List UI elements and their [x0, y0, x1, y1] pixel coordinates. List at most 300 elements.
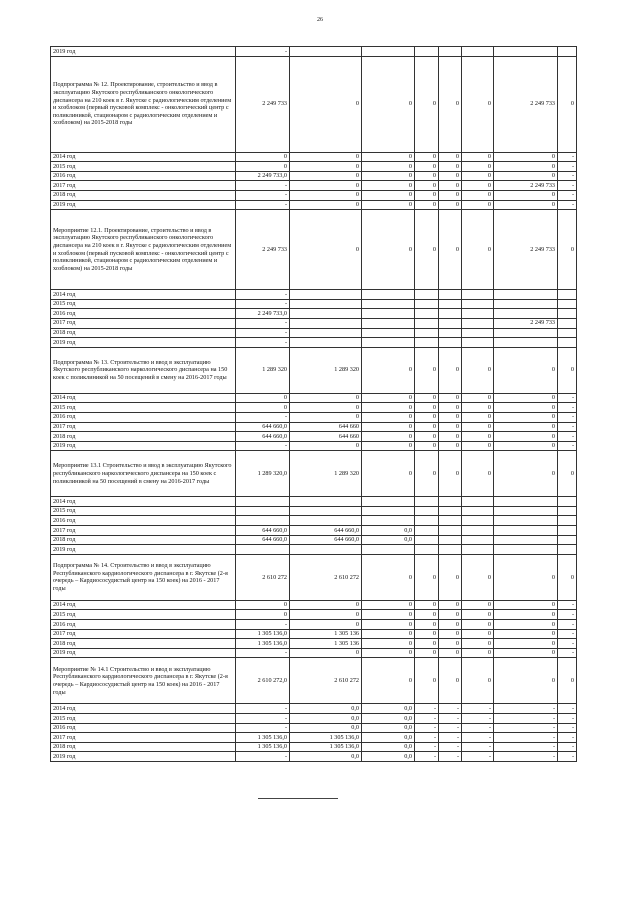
- value-cell: 0: [415, 412, 439, 422]
- year-row: [51, 152, 577, 162]
- value-cell: 0: [494, 200, 558, 210]
- value-cell: [362, 506, 415, 516]
- value-cell: 0: [415, 432, 439, 442]
- program-name-cell: Мероприятие 13.1 Строительство и ввод в эксплуатацию Якутского республиканского наркологического диспансера на 150 коек с поликлиникой на 50 посещений в смену на 2016-2017 годы: [51, 451, 236, 497]
- value-cell: -: [558, 403, 577, 413]
- value-cell: -: [494, 704, 558, 714]
- value-cell: 0: [290, 441, 362, 451]
- year-row: [51, 620, 577, 630]
- year-row: [51, 422, 577, 432]
- program-name-cell: Подпрограмма № 12. Проектирование, строительство и ввод в эксплуатацию Якутского республиканского онкологического диспансера на 210 коек в г. Якутске с радиологическим отделением и хозблоком (первый пусковой комплекс - онкологический центр с поликлиникой, стационаром с радиологическим отделением и хозблоком) на 2015-2018 годы: [51, 56, 236, 152]
- value-cell: [290, 516, 362, 526]
- program-row: [51, 210, 577, 290]
- year-label-cell: 2019 год: [51, 47, 236, 57]
- year-row: [51, 190, 577, 200]
- value-cell: [439, 338, 462, 348]
- year-label-cell: 2015 год: [51, 162, 236, 172]
- value-cell: 0: [558, 56, 577, 152]
- value-cell: 1 305 136,0: [236, 629, 290, 639]
- value-cell: 0: [362, 620, 415, 630]
- value-cell: [236, 497, 290, 507]
- value-cell: [290, 497, 362, 507]
- value-cell: -: [236, 714, 290, 724]
- year-label-cell: 2015 год: [51, 506, 236, 516]
- value-cell: [415, 526, 439, 536]
- value-cell: 0,0: [362, 526, 415, 536]
- year-row: [51, 412, 577, 422]
- value-cell: -: [558, 422, 577, 432]
- program-name-cell: Подпрограмма № 13. Строительство и ввод в эксплуатацию Якутского республиканского наркологического диспансера на 150 коек с поликлиникой на 50 посещений в смену на 2016-2017 годы: [51, 347, 236, 393]
- value-cell: [558, 290, 577, 300]
- value-cell: [494, 309, 558, 319]
- year-row: [51, 403, 577, 413]
- value-cell: 0: [439, 403, 462, 413]
- year-row: [51, 723, 577, 733]
- year-row: [51, 610, 577, 620]
- value-cell: 0: [290, 403, 362, 413]
- value-cell: 0: [558, 451, 577, 497]
- value-cell: 0: [362, 403, 415, 413]
- value-cell: -: [415, 733, 439, 743]
- value-cell: -: [558, 441, 577, 451]
- program-row: [51, 451, 577, 497]
- value-cell: 0: [362, 200, 415, 210]
- year-label-cell: 2018 год: [51, 535, 236, 545]
- value-cell: -: [494, 714, 558, 724]
- table-body: [51, 47, 577, 762]
- value-cell: -: [236, 318, 290, 328]
- value-cell: 0: [439, 210, 462, 290]
- year-label-cell: 2019 год: [51, 545, 236, 555]
- value-cell: [462, 290, 494, 300]
- year-label-cell: 2016 год: [51, 516, 236, 526]
- value-cell: -: [494, 723, 558, 733]
- value-cell: -: [494, 733, 558, 743]
- value-cell: 0: [439, 620, 462, 630]
- value-cell: 0: [415, 200, 439, 210]
- value-cell: [462, 338, 494, 348]
- value-cell: 0: [362, 600, 415, 610]
- value-cell: [558, 338, 577, 348]
- value-cell: 0,0: [290, 704, 362, 714]
- year-row: [51, 318, 577, 328]
- year-label-cell: 2014 год: [51, 393, 236, 403]
- value-cell: [494, 506, 558, 516]
- value-cell: 644 660,0: [236, 526, 290, 536]
- value-cell: 0: [439, 610, 462, 620]
- value-cell: -: [236, 752, 290, 762]
- value-cell: 0: [362, 162, 415, 172]
- value-cell: 0: [494, 620, 558, 630]
- year-row: [51, 181, 577, 191]
- value-cell: [462, 318, 494, 328]
- year-label-cell: 2018 год: [51, 639, 236, 649]
- value-cell: 0: [494, 629, 558, 639]
- value-cell: -: [558, 752, 577, 762]
- year-row: [51, 545, 577, 555]
- value-cell: [236, 516, 290, 526]
- value-cell: -: [236, 338, 290, 348]
- value-cell: 0: [462, 152, 494, 162]
- value-cell: 0,0: [290, 714, 362, 724]
- value-cell: -: [439, 752, 462, 762]
- value-cell: [558, 328, 577, 338]
- value-cell: [439, 526, 462, 536]
- program-row: [51, 658, 577, 704]
- value-cell: 0: [439, 181, 462, 191]
- value-cell: 0: [439, 658, 462, 704]
- year-label-cell: 2017 год: [51, 629, 236, 639]
- value-cell: 1 305 136,0: [236, 733, 290, 743]
- value-cell: [415, 535, 439, 545]
- year-label-cell: 2018 год: [51, 328, 236, 338]
- value-cell: [462, 545, 494, 555]
- value-cell: -: [236, 47, 290, 57]
- value-cell: 0: [462, 190, 494, 200]
- value-cell: [494, 516, 558, 526]
- value-cell: [362, 516, 415, 526]
- value-cell: 0: [415, 620, 439, 630]
- value-cell: -: [439, 704, 462, 714]
- value-cell: -: [439, 733, 462, 743]
- value-cell: 0: [462, 432, 494, 442]
- value-cell: [415, 516, 439, 526]
- value-cell: [290, 328, 362, 338]
- value-cell: [362, 299, 415, 309]
- value-cell: 0: [494, 610, 558, 620]
- value-cell: 2 610 272: [236, 554, 290, 600]
- value-cell: [558, 506, 577, 516]
- value-cell: 0: [558, 347, 577, 393]
- year-label-cell: 2014 год: [51, 152, 236, 162]
- value-cell: 644 660: [290, 432, 362, 442]
- value-cell: 0: [362, 393, 415, 403]
- year-label-cell: 2016 год: [51, 723, 236, 733]
- value-cell: 0,0: [362, 704, 415, 714]
- year-label-cell: 2014 год: [51, 600, 236, 610]
- value-cell: [462, 535, 494, 545]
- value-cell: 0: [494, 393, 558, 403]
- value-cell: -: [462, 704, 494, 714]
- value-cell: [415, 338, 439, 348]
- value-cell: 0: [236, 610, 290, 620]
- value-cell: -: [494, 742, 558, 752]
- value-cell: 0: [236, 162, 290, 172]
- value-cell: [462, 506, 494, 516]
- value-cell: 0: [362, 347, 415, 393]
- value-cell: -: [558, 629, 577, 639]
- value-cell: [439, 309, 462, 319]
- value-cell: 0: [494, 451, 558, 497]
- value-cell: 0: [362, 610, 415, 620]
- value-cell: -: [236, 290, 290, 300]
- year-label-cell: 2019 год: [51, 441, 236, 451]
- year-label-cell: 2014 год: [51, 704, 236, 714]
- value-cell: 0: [415, 422, 439, 432]
- value-cell: [236, 506, 290, 516]
- value-cell: [494, 545, 558, 555]
- value-cell: -: [462, 714, 494, 724]
- year-label-cell: 2015 год: [51, 403, 236, 413]
- value-cell: [558, 47, 577, 57]
- value-cell: [439, 47, 462, 57]
- value-cell: 0: [415, 403, 439, 413]
- value-cell: 0: [462, 441, 494, 451]
- value-cell: -: [236, 648, 290, 658]
- value-cell: 2 610 272: [290, 554, 362, 600]
- value-cell: [439, 497, 462, 507]
- value-cell: [236, 545, 290, 555]
- value-cell: 0: [494, 422, 558, 432]
- year-label-cell: 2015 год: [51, 299, 236, 309]
- value-cell: [415, 328, 439, 338]
- value-cell: 0: [439, 171, 462, 181]
- value-cell: 0: [439, 451, 462, 497]
- value-cell: 1 305 136,0: [236, 639, 290, 649]
- value-cell: 0: [362, 629, 415, 639]
- value-cell: [439, 328, 462, 338]
- value-cell: -: [462, 752, 494, 762]
- value-cell: 1 305 136: [290, 629, 362, 639]
- value-cell: 0: [462, 610, 494, 620]
- closing-rule: [258, 798, 338, 799]
- value-cell: -: [558, 190, 577, 200]
- value-cell: [415, 497, 439, 507]
- year-row: [51, 299, 577, 309]
- value-cell: [462, 516, 494, 526]
- value-cell: [362, 497, 415, 507]
- year-label-cell: 2017 год: [51, 733, 236, 743]
- value-cell: 0: [494, 441, 558, 451]
- value-cell: 1 305 136,0: [236, 742, 290, 752]
- value-cell: -: [558, 610, 577, 620]
- value-cell: -: [558, 620, 577, 630]
- year-label-cell: 2018 год: [51, 742, 236, 752]
- value-cell: [558, 318, 577, 328]
- year-row: [51, 704, 577, 714]
- value-cell: 0: [415, 554, 439, 600]
- value-cell: 0: [290, 200, 362, 210]
- year-row: [51, 328, 577, 338]
- value-cell: 2 610 272: [290, 658, 362, 704]
- program-name-cell: Мероприятие № 14.1 Строительство и ввод в эксплуатацию Республиканского кардиологического диспансера в г. Якутске (2-я очередь – Кардиососудистый центр на 150 коек) на 2016 - 2017 годы: [51, 658, 236, 704]
- value-cell: -: [462, 723, 494, 733]
- value-cell: [290, 47, 362, 57]
- value-cell: 2 249 733: [494, 56, 558, 152]
- value-cell: [558, 299, 577, 309]
- value-cell: 0: [494, 152, 558, 162]
- value-cell: [462, 328, 494, 338]
- value-cell: 0: [290, 190, 362, 200]
- value-cell: [362, 309, 415, 319]
- value-cell: 0: [439, 554, 462, 600]
- value-cell: [362, 318, 415, 328]
- value-cell: [415, 309, 439, 319]
- value-cell: 0,0: [362, 742, 415, 752]
- year-row: [51, 526, 577, 536]
- value-cell: 644 660,0: [290, 535, 362, 545]
- value-cell: [439, 535, 462, 545]
- year-row: [51, 162, 577, 172]
- value-cell: 2 249 733: [494, 318, 558, 328]
- value-cell: 0: [236, 403, 290, 413]
- value-cell: -: [415, 752, 439, 762]
- year-row: [51, 290, 577, 300]
- value-cell: 0: [415, 347, 439, 393]
- value-cell: 0: [415, 658, 439, 704]
- value-cell: 644 660,0: [236, 535, 290, 545]
- value-cell: 0: [415, 639, 439, 649]
- value-cell: -: [415, 723, 439, 733]
- year-row: [51, 600, 577, 610]
- value-cell: 1 289 320,0: [236, 451, 290, 497]
- value-cell: 0: [462, 600, 494, 610]
- value-cell: [462, 309, 494, 319]
- value-cell: 644 660,0: [236, 422, 290, 432]
- value-cell: 0: [415, 600, 439, 610]
- year-label-cell: 2016 год: [51, 171, 236, 181]
- value-cell: -: [462, 742, 494, 752]
- year-row: [51, 648, 577, 658]
- value-cell: 0: [462, 403, 494, 413]
- value-cell: 0: [462, 648, 494, 658]
- value-cell: 0: [236, 600, 290, 610]
- value-cell: 0: [439, 56, 462, 152]
- value-cell: -: [236, 328, 290, 338]
- value-cell: 0: [439, 422, 462, 432]
- value-cell: 0: [362, 554, 415, 600]
- value-cell: 0: [494, 403, 558, 413]
- value-cell: 644 660,0: [290, 526, 362, 536]
- value-cell: [558, 309, 577, 319]
- value-cell: -: [236, 190, 290, 200]
- value-cell: 0: [439, 152, 462, 162]
- value-cell: 0: [494, 554, 558, 600]
- value-cell: [462, 47, 494, 57]
- value-cell: 0: [462, 422, 494, 432]
- value-cell: -: [236, 723, 290, 733]
- year-row: [51, 733, 577, 743]
- value-cell: 2 249 733: [236, 210, 290, 290]
- value-cell: -: [236, 620, 290, 630]
- year-label-cell: 2019 год: [51, 200, 236, 210]
- value-cell: 0: [558, 658, 577, 704]
- value-cell: 1 305 136: [290, 639, 362, 649]
- year-row: [51, 171, 577, 181]
- program-row: [51, 554, 577, 600]
- value-cell: 0: [290, 171, 362, 181]
- value-cell: [362, 290, 415, 300]
- value-cell: 0: [362, 648, 415, 658]
- value-cell: 0: [290, 56, 362, 152]
- value-cell: [494, 328, 558, 338]
- value-cell: [415, 299, 439, 309]
- value-cell: 0: [362, 56, 415, 152]
- value-cell: 0: [415, 451, 439, 497]
- value-cell: 0: [290, 152, 362, 162]
- value-cell: [558, 535, 577, 545]
- value-cell: 0: [362, 412, 415, 422]
- value-cell: 0: [439, 162, 462, 172]
- value-cell: 0: [290, 412, 362, 422]
- value-cell: -: [236, 704, 290, 714]
- value-cell: 0: [362, 152, 415, 162]
- value-cell: [290, 299, 362, 309]
- year-row: [51, 309, 577, 319]
- year-label-cell: 2018 год: [51, 432, 236, 442]
- value-cell: [494, 290, 558, 300]
- value-cell: 0: [290, 393, 362, 403]
- value-cell: 0: [415, 162, 439, 172]
- value-cell: 0: [439, 441, 462, 451]
- value-cell: [494, 47, 558, 57]
- value-cell: [439, 545, 462, 555]
- value-cell: 0: [494, 600, 558, 610]
- value-cell: -: [439, 714, 462, 724]
- value-cell: 1 289 320: [290, 347, 362, 393]
- year-row: [51, 338, 577, 348]
- year-row: [51, 516, 577, 526]
- value-cell: 2 249 733,0: [236, 171, 290, 181]
- value-cell: [494, 299, 558, 309]
- value-cell: 1 289 320: [290, 451, 362, 497]
- year-label-cell: 2014 год: [51, 497, 236, 507]
- value-cell: [558, 497, 577, 507]
- value-cell: 0: [415, 181, 439, 191]
- year-label-cell: 2016 год: [51, 412, 236, 422]
- value-cell: [290, 338, 362, 348]
- year-label-cell: 2017 год: [51, 526, 236, 536]
- value-cell: 0: [290, 210, 362, 290]
- value-cell: [494, 338, 558, 348]
- page-number: 26: [317, 17, 323, 23]
- value-cell: 0: [494, 162, 558, 172]
- value-cell: 0: [462, 393, 494, 403]
- value-cell: 0: [290, 600, 362, 610]
- value-cell: -: [462, 733, 494, 743]
- value-cell: 0: [462, 639, 494, 649]
- value-cell: 0: [439, 393, 462, 403]
- value-cell: 0: [415, 393, 439, 403]
- year-label-cell: 2018 год: [51, 190, 236, 200]
- program-row: [51, 56, 577, 152]
- year-label-cell: 2017 год: [51, 181, 236, 191]
- value-cell: 2 249 733: [494, 181, 558, 191]
- value-cell: 0: [462, 412, 494, 422]
- year-row: [51, 432, 577, 442]
- value-cell: 0: [362, 190, 415, 200]
- value-cell: -: [439, 742, 462, 752]
- value-cell: -: [558, 412, 577, 422]
- value-cell: 0: [415, 56, 439, 152]
- value-cell: 0,0: [290, 723, 362, 733]
- value-cell: 0: [494, 347, 558, 393]
- budget-table: [50, 46, 577, 762]
- value-cell: [415, 318, 439, 328]
- value-cell: -: [558, 648, 577, 658]
- value-cell: 0: [290, 610, 362, 620]
- value-cell: [494, 535, 558, 545]
- value-cell: -: [558, 714, 577, 724]
- year-label-cell: 2015 год: [51, 610, 236, 620]
- value-cell: [462, 497, 494, 507]
- value-cell: [415, 545, 439, 555]
- value-cell: 0,0: [362, 723, 415, 733]
- value-cell: 0: [439, 200, 462, 210]
- year-label-cell: 2019 год: [51, 338, 236, 348]
- value-cell: -: [415, 714, 439, 724]
- value-cell: 1 305 136,0: [290, 733, 362, 743]
